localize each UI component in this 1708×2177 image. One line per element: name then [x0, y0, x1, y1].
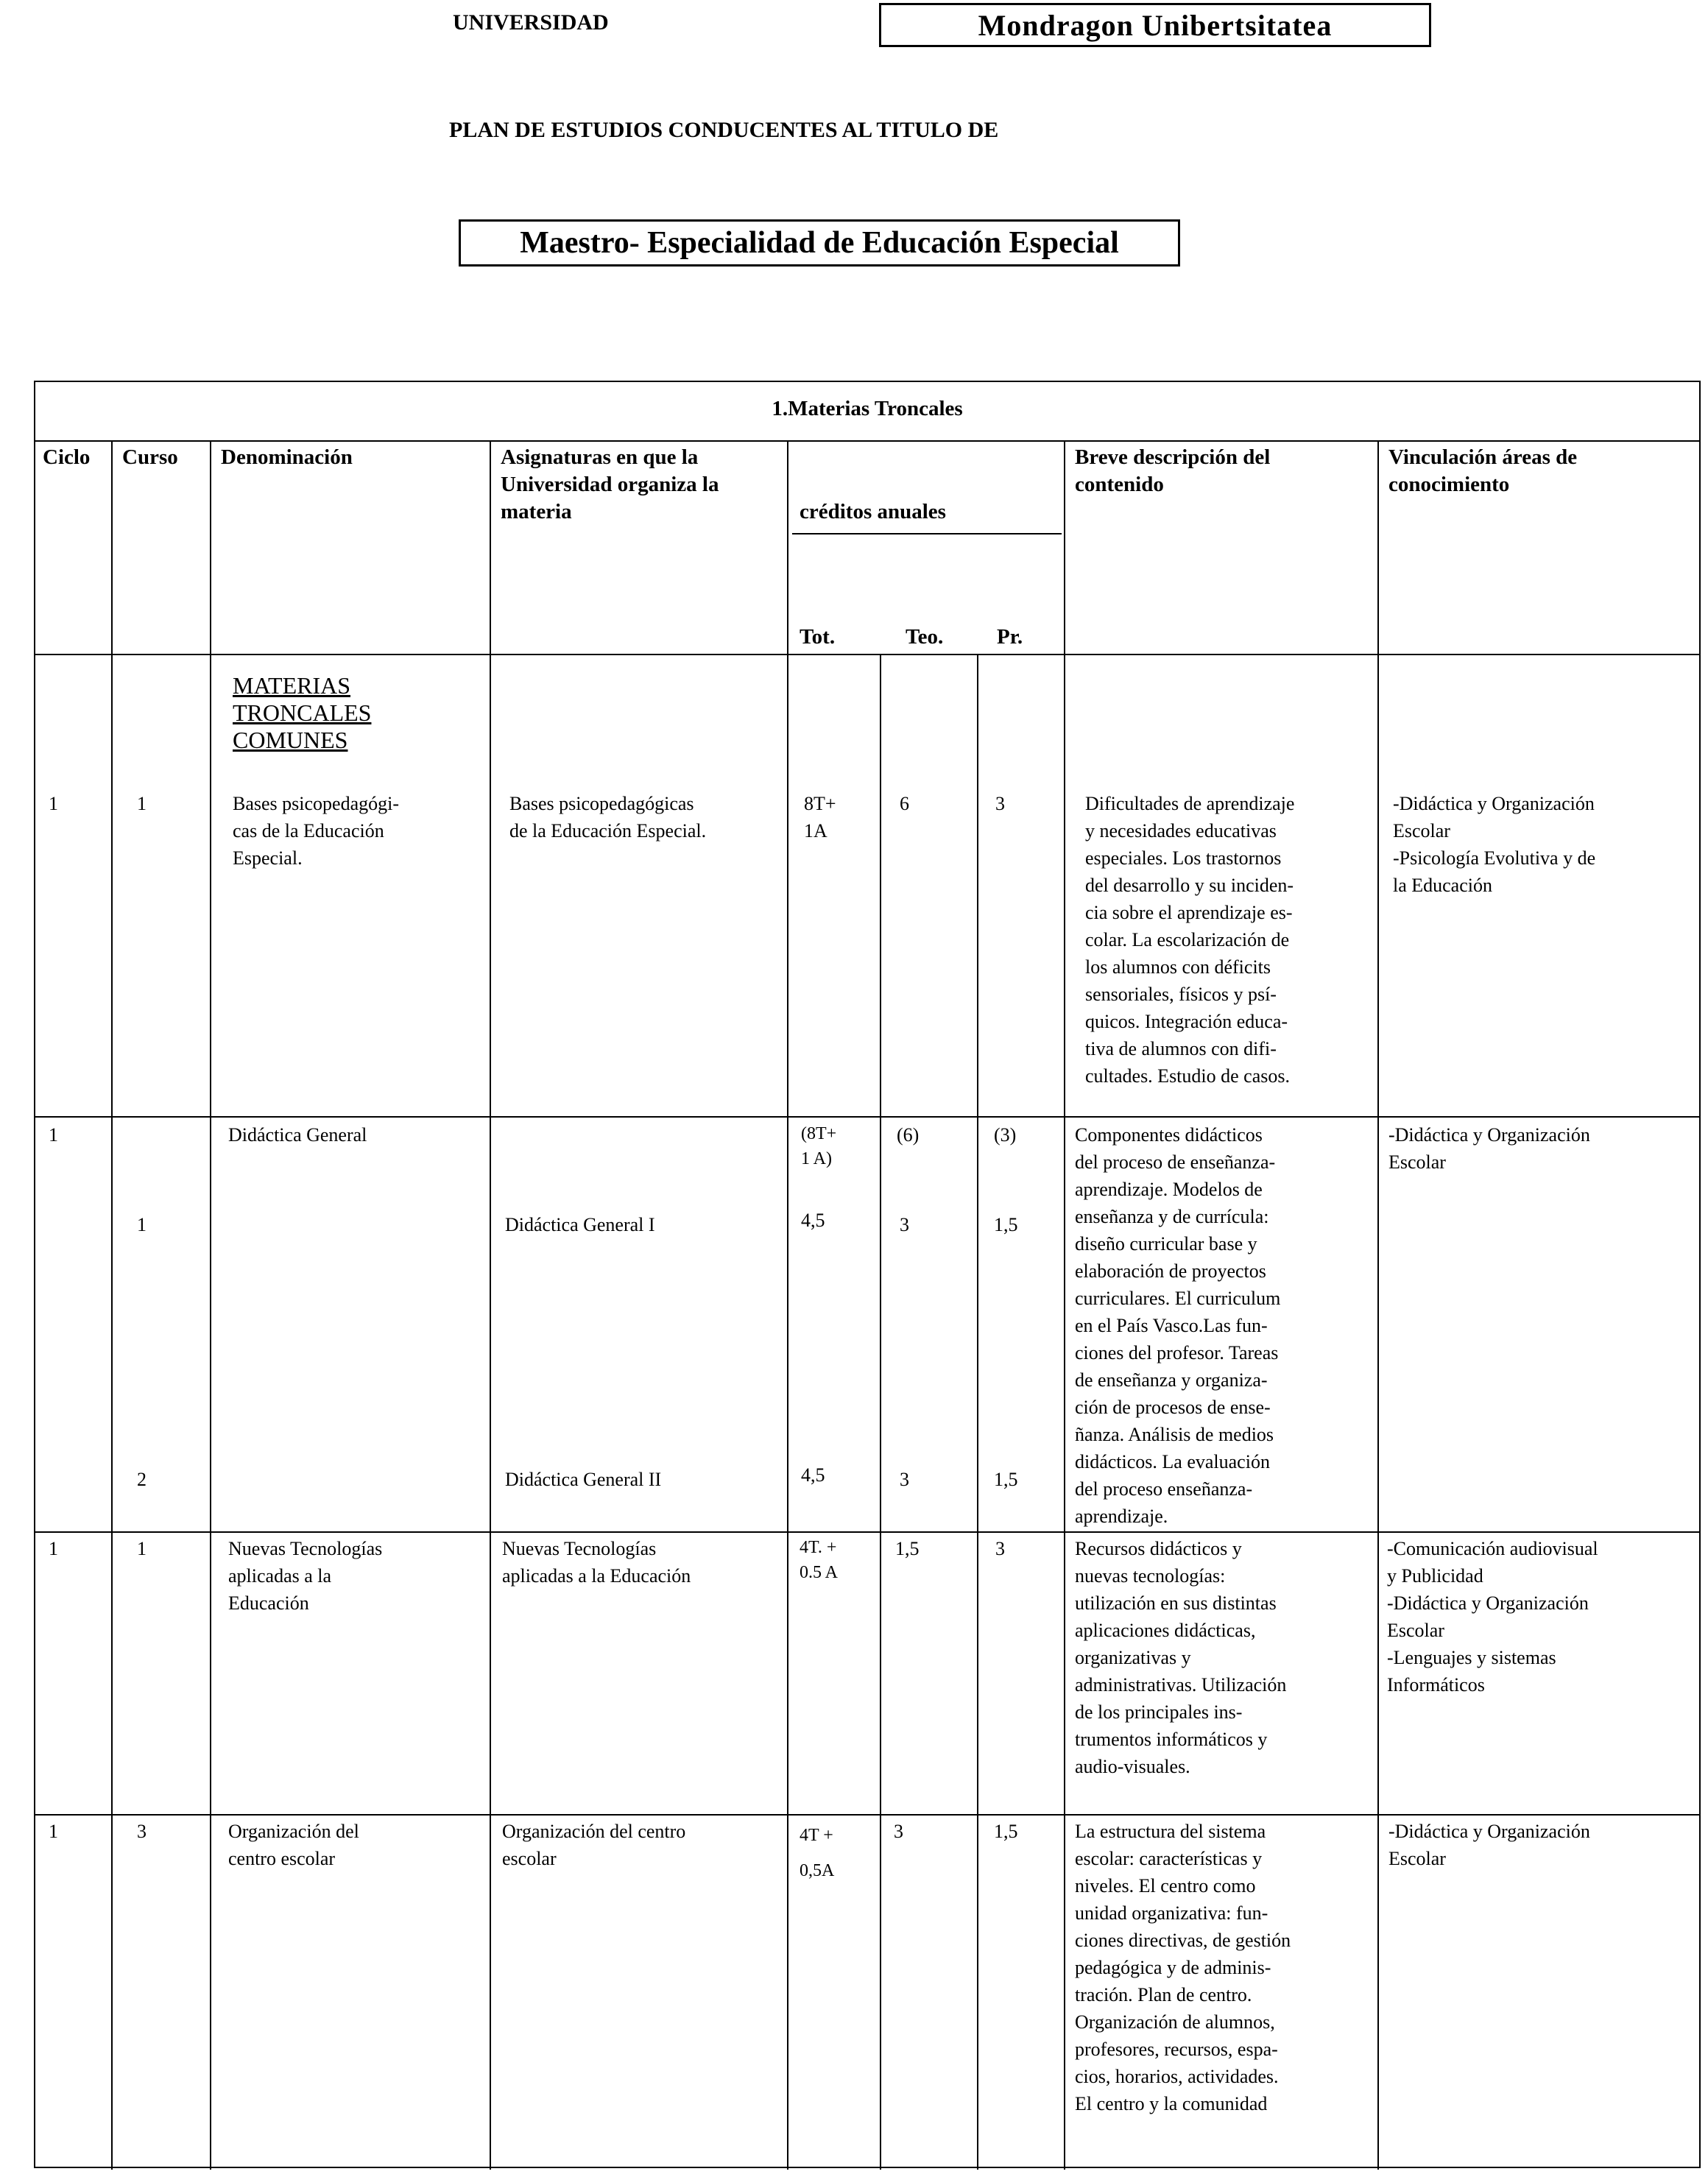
- row-2-descripcion: Componentes didácticos del proceso de enseñanza- aprendizaje. Modelos de enseñanza y de currícula: diseño curricular base y elaboración de proyectos curriculares. El curriculum en el País Vasco.Las fun- ciones del profesor. Tareas de enseñanza y organiza- ción de procesos de ense- ñanza. Análisis de medios didácticos. La evaluación del proceso enseñanza- aprendizaje.: [1075, 1124, 1281, 1527]
- university-name-box: [879, 3, 1431, 47]
- degree-title: Maestro- Especialidad de Educación Especial: [520, 226, 1119, 260]
- row-3-curso: 1: [137, 1538, 147, 1559]
- col-header-asignaturas: Asignaturas en que la Universidad organiza la materia: [501, 445, 719, 523]
- col-header-tot: Tot.: [800, 625, 836, 649]
- row-1-asignatura: Bases psicopedagógicas de la Educación Especial.: [509, 793, 707, 841]
- row-1-tot: 8T+ 1A: [804, 793, 836, 841]
- row-4-tot: 4T + 0,5A: [800, 1826, 835, 1880]
- subjects-table: [34, 381, 1701, 2170]
- row-4-denominacion: Organización del centro escolar: [228, 1821, 359, 1869]
- row-2b-asignatura: Didáctica General II: [505, 1469, 662, 1490]
- row-1-curso: 1: [137, 793, 147, 814]
- table-grid: [34, 381, 1701, 2170]
- row-2-areas: -Didáctica y Organización Escolar: [1388, 1124, 1590, 1173]
- degree-title-box: [459, 219, 1180, 267]
- group-title: MATERIAS TRONCALES COMUNES: [233, 672, 372, 753]
- row-2-ciclo: 1: [49, 1124, 58, 1146]
- row-2-teo: (6): [897, 1124, 920, 1146]
- row-3-asignatura: Nuevas Tecnologías aplicadas a la Educación: [502, 1538, 691, 1587]
- row-1-areas: -Didáctica y Organización Escolar -Psicología Evolutiva y de la Educación: [1393, 793, 1596, 896]
- plan-label: PLAN DE ESTUDIOS CONDUCENTES AL TITULO DE: [449, 118, 999, 142]
- row-2a-pr: 1,5: [994, 1214, 1018, 1235]
- row-2b-tot: 4,5: [801, 1464, 825, 1486]
- row-1-teo: 6: [900, 793, 909, 814]
- row-3-pr: 3: [995, 1538, 1005, 1559]
- section-title: 1.Materias Troncales: [772, 397, 963, 420]
- row-3-teo: 1,5: [895, 1538, 920, 1559]
- university-label: UNIVERSIDAD: [453, 10, 609, 35]
- row-4-pr: 1,5: [994, 1821, 1018, 1842]
- row-2a-asignatura: Didáctica General I: [505, 1214, 655, 1235]
- col-header-teo: Teo.: [906, 625, 944, 649]
- row-1-pr: 3: [995, 793, 1005, 814]
- row-3-denominacion: Nuevas Tecnologías aplicadas a la Educación: [228, 1538, 383, 1614]
- row-1-ciclo: 1: [49, 793, 58, 814]
- col-header-descripcion: Breve descripción del contenido: [1075, 445, 1271, 496]
- row-3-ciclo: 1: [49, 1538, 58, 1559]
- row-2a-teo: 3: [900, 1214, 909, 1235]
- col-header-curso: Curso: [122, 445, 178, 469]
- row-2b-curso: 2: [137, 1469, 147, 1490]
- row-1-denominacion: Bases psicopedagógi- cas de la Educación Especial.: [233, 793, 400, 869]
- row-3-descripcion: Recursos didácticos y nuevas tecnologías: utilización en sus distintas aplicaciones didácticas, organizativas y administrativas. Utilización de los principales ins- trumentos informáticos y audio-visuales.: [1075, 1538, 1287, 1777]
- row-1-descripcion: Dificultades de aprendizaje y necesidades educativas especiales. Los trastornos del desarrollo y su inciden- cia sobre el aprendizaje es- colar. La escolarización de los alumnos con déficits sensoriales, físicos y psí- quicos. Integración educa- tiva de alumnos con difi- cultades. Estudio de casos.: [1085, 793, 1295, 1087]
- col-header-ciclo: Ciclo: [43, 445, 91, 469]
- table-border: [35, 381, 1700, 2167]
- row-2-pr: (3): [994, 1124, 1017, 1146]
- row-2b-teo: 3: [900, 1469, 909, 1490]
- university-name: Mondragon Unibertsitatea: [978, 8, 1333, 42]
- row-2b-pr: 1,5: [994, 1469, 1018, 1490]
- row-4-curso: 3: [137, 1821, 147, 1842]
- row-4-asignatura: Organización del centro escolar: [502, 1821, 686, 1869]
- col-header-denominacion: Denominación: [221, 445, 353, 469]
- col-header-creditos: créditos anuales: [800, 500, 946, 523]
- row-2-tot: (8T+ 1 A): [801, 1124, 837, 1168]
- col-header-areas: Vinculación áreas de conocimiento: [1388, 445, 1578, 496]
- row-3-tot: 4T. + 0.5 A: [800, 1538, 839, 1582]
- row-4-areas: -Didáctica y Organización Escolar: [1388, 1821, 1590, 1869]
- row-4-descripcion: La estructura del sistema escolar: características y niveles. El centro como unidad organizativa: fun- ciones directivas, de gestión pedagógica y de adminis- tración. Plan de centro. Organización de alumnos, profesores, recursos, espa- cios, horarios, actividades. El centro y la comunidad: [1075, 1821, 1291, 2114]
- row-3-areas: -Comunicación audiovisual y Publicidad -Didáctica y Organización Escolar -Lenguajes y sistemas Informáticos: [1387, 1538, 1598, 1696]
- col-header-pr: Pr.: [997, 625, 1023, 649]
- row-2a-tot: 4,5: [801, 1210, 825, 1231]
- row-2a-curso: 1: [137, 1214, 147, 1235]
- row-4-ciclo: 1: [49, 1821, 58, 1842]
- row-4-teo: 3: [894, 1821, 903, 1842]
- row-2-denominacion: Didáctica General: [228, 1124, 367, 1146]
